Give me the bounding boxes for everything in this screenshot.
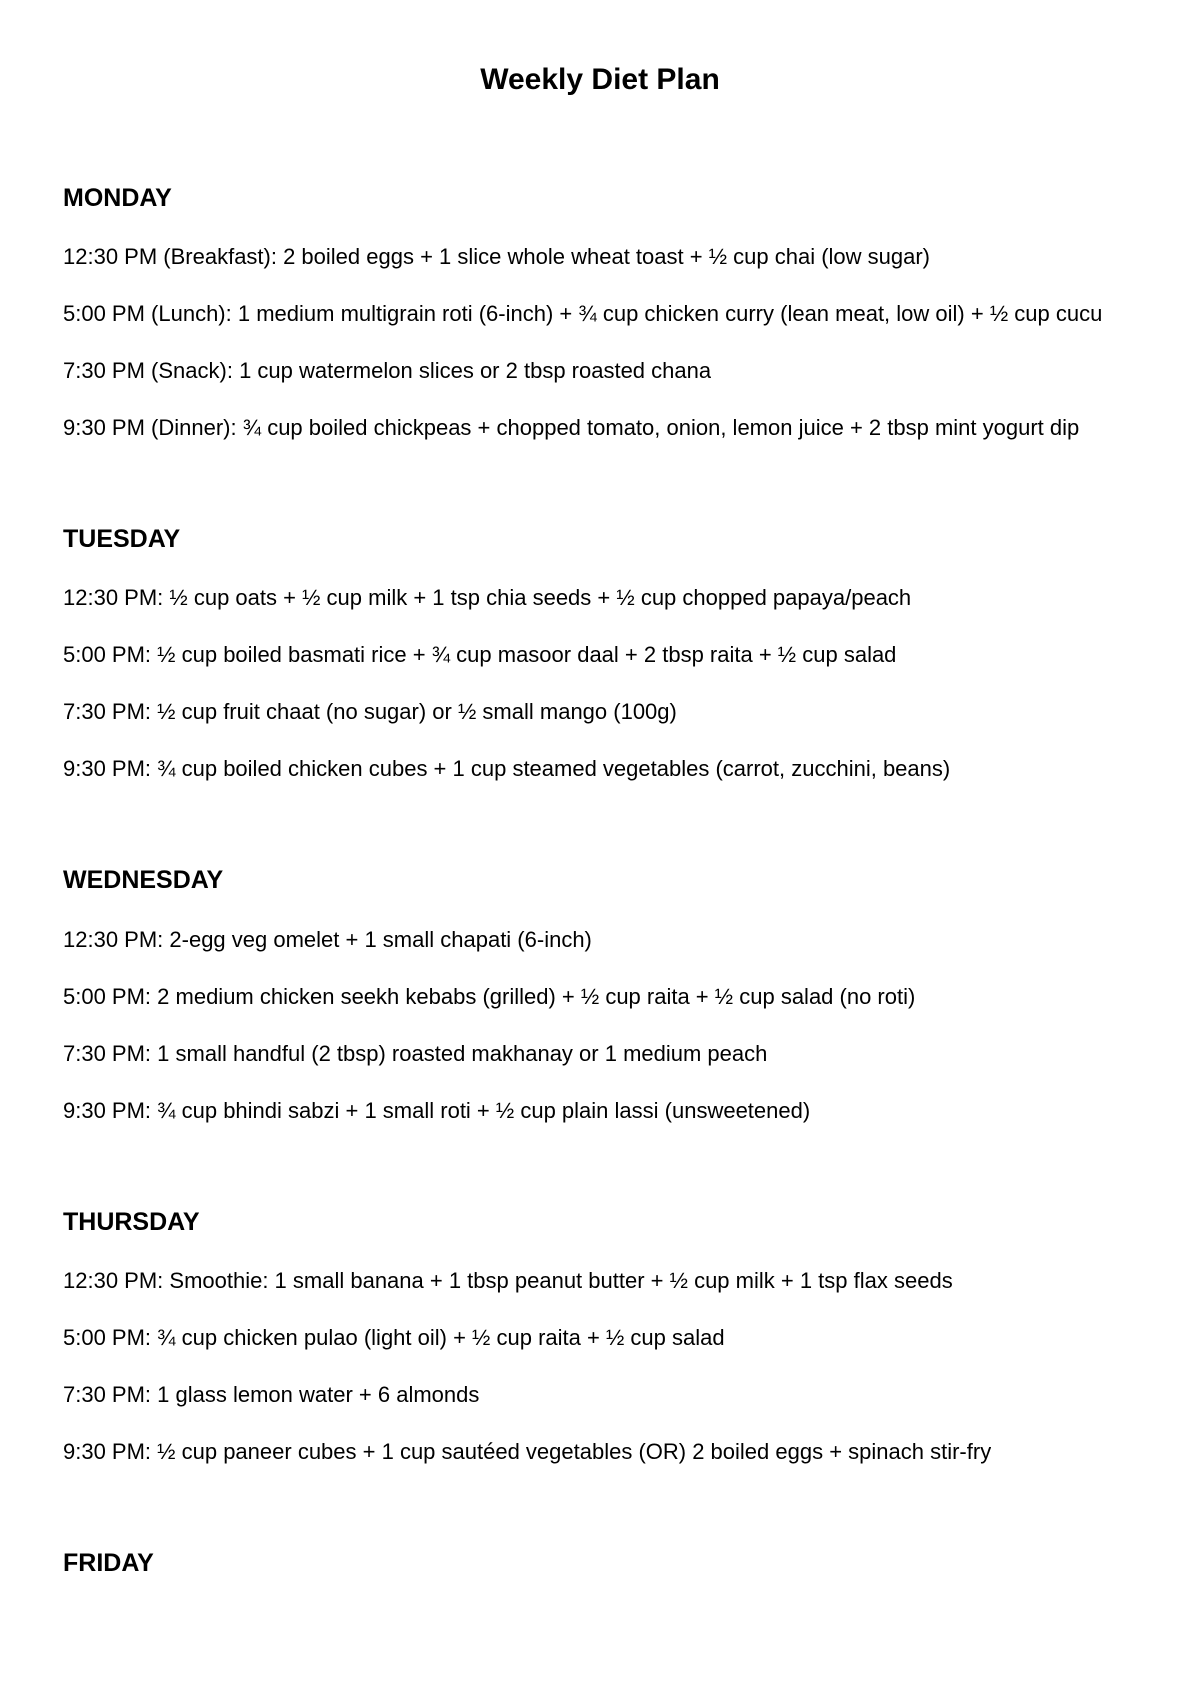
day-heading-friday: FRIDAY — [63, 1549, 154, 1577]
meal-line: 7:30 PM (Snack): 1 cup watermelon slices or 2 tbsp roasted chana — [63, 358, 712, 383]
meal-line: 7:30 PM: ½ cup fruit chaat (no sugar) or ½ small mango (100g) — [63, 699, 677, 724]
day-heading-thursday: THURSDAY — [63, 1208, 200, 1236]
document-title: Weekly Diet Plan — [480, 63, 720, 96]
day-heading-monday: MONDAY — [63, 184, 172, 212]
day-heading-wednesday: WEDNESDAY — [63, 866, 224, 894]
meal-line: 12:30 PM: ½ cup oats + ½ cup milk + 1 tsp chia seeds + ½ cup chopped papaya/peach — [63, 585, 912, 610]
meal-line: 12:30 PM (Breakfast): 2 boiled eggs + 1 slice whole wheat toast + ½ cup chai (low sugar) — [63, 244, 931, 269]
day-heading-tuesday: TUESDAY — [63, 525, 181, 553]
meal-line: 9:30 PM (Dinner): ¾ cup boiled chickpeas + chopped tomato, onion, lemon juice + 2 tbsp mint yogurt dip — [63, 415, 1080, 440]
meal-line: 9:30 PM: ½ cup paneer cubes + 1 cup sautéed vegetables (OR) 2 boiled eggs + spinach stir-fry — [63, 1439, 992, 1464]
meal-line: 5:00 PM: ¾ cup chicken pulao (light oil) + ½ cup raita + ½ cup salad — [63, 1325, 725, 1350]
meal-line: 9:30 PM: ¾ cup boiled chicken cubes + 1 cup steamed vegetables (carrot, zucchini, beans) — [63, 756, 951, 781]
meal-line: 5:00 PM: 2 medium chicken seekh kebabs (grilled) + ½ cup raita + ½ cup salad (no roti) — [63, 984, 916, 1009]
meal-line: 12:30 PM: Smoothie: 1 small banana + 1 tbsp peanut butter + ½ cup milk + 1 tsp flax seeds — [63, 1268, 953, 1293]
meal-line: 7:30 PM: 1 small handful (2 tbsp) roasted makhanay or 1 medium peach — [63, 1041, 768, 1066]
meal-line: 7:30 PM: 1 glass lemon water + 6 almonds — [63, 1382, 480, 1407]
meal-line: 5:00 PM: ½ cup boiled basmati rice + ¾ cup masoor daal + 2 tbsp raita + ½ cup salad — [63, 642, 897, 667]
meal-line: 9:30 PM: ¾ cup bhindi sabzi + 1 small roti + ½ cup plain lassi (unsweetened) — [63, 1098, 811, 1123]
meal-line: 5:00 PM (Lunch): 1 medium multigrain roti (6-inch) + ¾ cup chicken curry (lean meat, low oil) + ½ cup cucu — [63, 301, 1103, 326]
meal-line: 12:30 PM: 2-egg veg omelet + 1 small chapati (6-inch) — [63, 927, 592, 952]
